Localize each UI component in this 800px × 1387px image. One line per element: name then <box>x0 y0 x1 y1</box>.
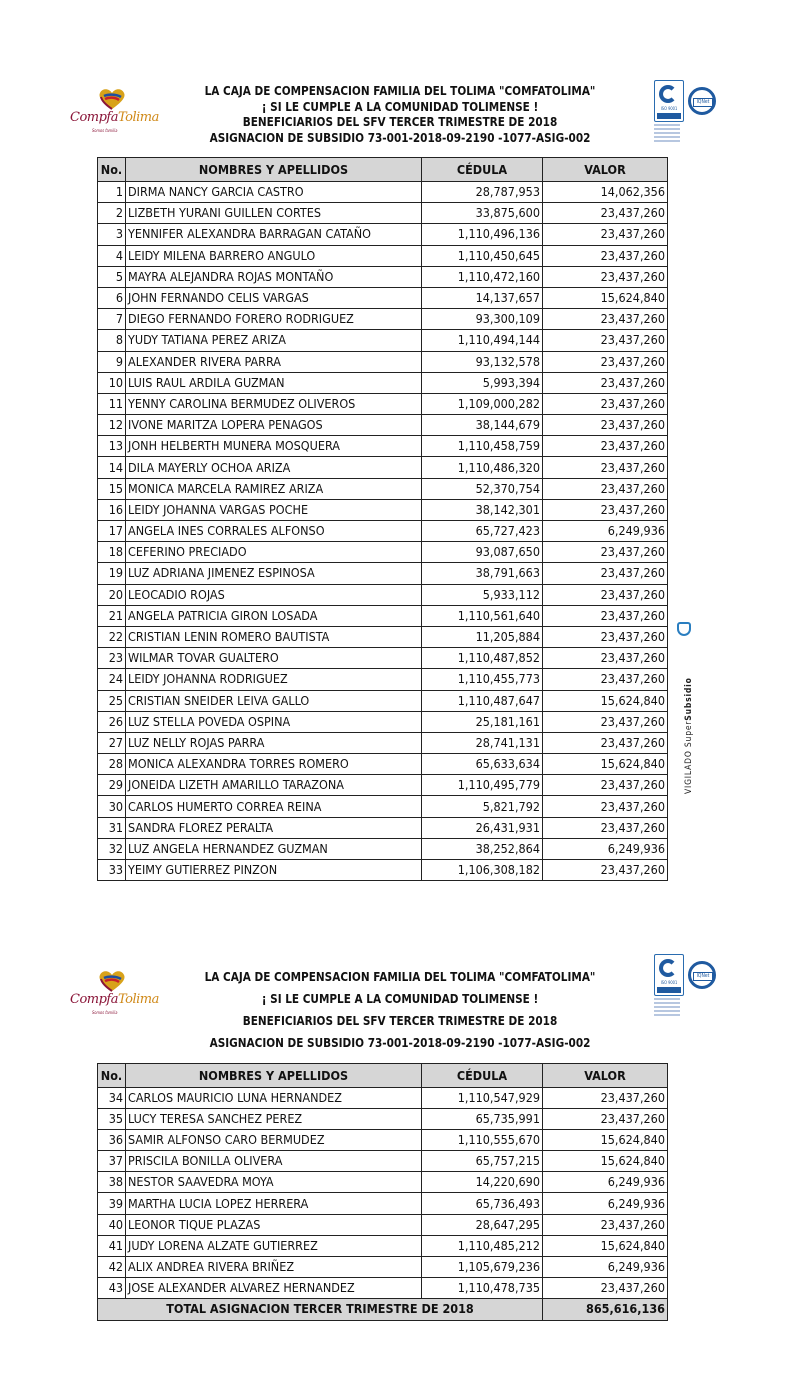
cedula-value: 38,252,864 <box>422 838 543 859</box>
valor-value: 23,437,260 <box>543 330 668 351</box>
valor-value: 6,249,936 <box>543 521 668 542</box>
beneficiary-name: YUDY TATIANA PEREZ ARIZA <box>126 330 422 351</box>
table-row <box>98 648 668 669</box>
title-line-1: LA CAJA DE COMPENSACION FAMILIA DEL TOLIMA "COMFATOLIMA" <box>204 84 596 98</box>
cedula-value: 38,144,679 <box>422 415 543 436</box>
valor-value: 23,437,260 <box>543 817 668 838</box>
valor-value: 23,437,260 <box>543 351 668 372</box>
valor-value: 15,624,840 <box>543 690 668 711</box>
beneficiary-name: LUZ ADRIANA JIMENEZ ESPINOSA <box>126 563 422 584</box>
table-row <box>98 1235 668 1256</box>
total-value: 865,616,136 <box>543 1298 668 1320</box>
table-row <box>98 775 668 796</box>
valor-value: 23,437,260 <box>543 266 668 287</box>
row-number: 1 <box>98 182 126 203</box>
valor-value: 23,437,260 <box>543 775 668 796</box>
table-row <box>98 521 668 542</box>
row-number: 37 <box>98 1151 126 1172</box>
table-row <box>98 711 668 732</box>
valor-value: 23,437,260 <box>543 309 668 330</box>
valor-value: 15,624,840 <box>543 287 668 308</box>
beneficiary-name: LEONOR TIQUE PLAZAS <box>126 1214 422 1235</box>
beneficiary-name: CEFERINO PRECIADO <box>126 542 422 563</box>
table-row <box>98 563 668 584</box>
cedula-value: 1,106,308,182 <box>422 860 543 881</box>
table-row <box>98 203 668 224</box>
row-number: 20 <box>98 584 126 605</box>
logo-tagline: Somos familia <box>92 128 118 133</box>
beneficiary-name: ANGELA INES CORRALES ALFONSO <box>126 521 422 542</box>
vigilado-supersubsidio-stamp <box>674 622 694 797</box>
cedula-value: 38,791,663 <box>422 563 543 584</box>
row-number: 26 <box>98 711 126 732</box>
total-row <box>98 1298 668 1320</box>
table-row <box>98 330 668 351</box>
valor-value: 23,437,260 <box>543 1088 668 1109</box>
table-row <box>98 372 668 393</box>
table-row <box>98 817 668 838</box>
cedula-value: 5,821,792 <box>422 796 543 817</box>
beneficiary-name: YENNY CAROLINA BERMUDEZ OLIVEROS <box>126 393 422 414</box>
table-row <box>98 245 668 266</box>
document-title-block <box>150 84 650 146</box>
beneficiary-name: LUZ ANGELA HERNANDEZ GUZMAN <box>126 838 422 859</box>
cedula-value: 1,105,679,236 <box>422 1256 543 1277</box>
cedula-value: 1,110,496,136 <box>422 224 543 245</box>
valor-value: 23,437,260 <box>543 1109 668 1130</box>
vigilado-text: VIGILADO SuperSubsidio <box>684 677 694 794</box>
row-number: 22 <box>98 626 126 647</box>
beneficiary-name: JONH HELBERTH MUNERA MOSQUERA <box>126 436 422 457</box>
row-number: 24 <box>98 669 126 690</box>
beneficiary-name: MONICA MARCELA RAMIREZ ARIZA <box>126 478 422 499</box>
table-row <box>98 351 668 372</box>
beneficiary-name: MARTHA LUCIA LOPEZ HERRERA <box>126 1193 422 1214</box>
valor-value: 6,249,936 <box>543 1193 668 1214</box>
valor-value: 23,437,260 <box>543 245 668 266</box>
valor-value: 23,437,260 <box>543 1277 668 1298</box>
cedula-value: 1,110,555,670 <box>422 1130 543 1151</box>
table-row <box>98 457 668 478</box>
beneficiary-name: LEIDY JOHANNA RODRIGUEZ <box>126 669 422 690</box>
beneficiary-name: CRISTIAN LENIN ROMERO BAUTISTA <box>126 626 422 647</box>
beneficiaries-table-page-2 <box>97 1063 668 1321</box>
row-number: 16 <box>98 499 126 520</box>
cedula-value: 1,110,472,160 <box>422 266 543 287</box>
valor-value: 23,437,260 <box>543 605 668 626</box>
valor-value: 23,437,260 <box>543 1214 668 1235</box>
row-number: 21 <box>98 605 126 626</box>
valor-value: 23,437,260 <box>543 478 668 499</box>
valor-value: 23,437,260 <box>543 415 668 436</box>
cedula-value: 1,110,458,759 <box>422 436 543 457</box>
beneficiary-name: WILMAR TOVAR GUALTERO <box>126 648 422 669</box>
cedula-value: 28,787,953 <box>422 182 543 203</box>
beneficiary-name: NESTOR SAAVEDRA MOYA <box>126 1172 422 1193</box>
column-header-no: No. <box>98 158 126 182</box>
row-number: 4 <box>98 245 126 266</box>
beneficiary-name: PRISCILA BONILLA OLIVERA <box>126 1151 422 1172</box>
valor-value: 15,624,840 <box>543 754 668 775</box>
valor-value: 23,437,260 <box>543 626 668 647</box>
title-line-3: BENEFICIARIOS DEL SFV TERCER TRIMESTRE DE 2018 <box>242 1014 558 1028</box>
column-header-valor: VALOR <box>543 1064 668 1088</box>
row-number: 15 <box>98 478 126 499</box>
row-number: 42 <box>98 1256 126 1277</box>
table-header-row <box>98 158 668 182</box>
table-row <box>98 266 668 287</box>
table-row <box>98 690 668 711</box>
row-number: 17 <box>98 521 126 542</box>
cedula-value: 5,993,394 <box>422 372 543 393</box>
table-header-row <box>98 1064 668 1088</box>
cedula-value: 65,727,423 <box>422 521 543 542</box>
cedula-value: 1,110,561,640 <box>422 605 543 626</box>
document-title-block <box>150 966 650 1054</box>
valor-value: 23,437,260 <box>543 457 668 478</box>
cedula-value: 28,647,295 <box>422 1214 543 1235</box>
table-row <box>98 436 668 457</box>
row-number: 5 <box>98 266 126 287</box>
column-header-valor: VALOR <box>543 158 668 182</box>
table-row <box>98 838 668 859</box>
column-header-no: No. <box>98 1064 126 1088</box>
comfatolima-logo <box>70 970 159 1020</box>
row-number: 14 <box>98 457 126 478</box>
row-number: 3 <box>98 224 126 245</box>
valor-value: 23,437,260 <box>543 669 668 690</box>
beneficiary-name: JONEIDA LIZETH AMARILLO TARAZONA <box>126 775 422 796</box>
house-shield-icon <box>677 622 691 636</box>
table-row <box>98 605 668 626</box>
valor-value: 15,624,840 <box>543 1151 668 1172</box>
title-line-1: LA CAJA DE COMPENSACION FAMILIA DEL TOLIMA "COMFATOLIMA" <box>204 970 596 984</box>
row-number: 12 <box>98 415 126 436</box>
valor-value: 23,437,260 <box>543 732 668 753</box>
column-header-cedula: CÉDULA <box>422 158 543 182</box>
cedula-value: 28,741,131 <box>422 732 543 753</box>
title-line-3: BENEFICIARIOS DEL SFV TERCER TRIMESTRE DE 2018 <box>242 115 558 129</box>
table-row <box>98 860 668 881</box>
beneficiary-name: MAYRA ALEJANDRA ROJAS MONTAÑO <box>126 266 422 287</box>
title-line-2: ¡ SI LE CUMPLE A LA COMUNIDAD TOLIMENSE ! <box>261 99 539 114</box>
table-row <box>98 499 668 520</box>
column-header-name: NOMBRES Y APELLIDOS <box>126 158 422 182</box>
row-number: 39 <box>98 1193 126 1214</box>
beneficiary-name: ALIX ANDREA RIVERA BRIÑEZ <box>126 1256 422 1277</box>
table-row <box>98 182 668 203</box>
table-row <box>98 1277 668 1298</box>
cedula-value: 33,875,600 <box>422 203 543 224</box>
valor-value: 23,437,260 <box>543 648 668 669</box>
valor-value: 23,437,260 <box>543 584 668 605</box>
certificate-numbers <box>654 124 684 144</box>
row-number: 36 <box>98 1130 126 1151</box>
beneficiary-name: LEOCADIO ROJAS <box>126 584 422 605</box>
logo-wordmark: CompfaTolima <box>70 110 159 125</box>
table-row <box>98 1214 668 1235</box>
row-number: 35 <box>98 1109 126 1130</box>
beneficiary-name: IVONE MARITZA LOPERA PENAGOS <box>126 415 422 436</box>
cedula-value: 26,431,931 <box>422 817 543 838</box>
logo-wordmark: CompfaTolima <box>70 992 159 1007</box>
cedula-value: 25,181,161 <box>422 711 543 732</box>
valor-value: 23,437,260 <box>543 796 668 817</box>
table-row <box>98 626 668 647</box>
row-number: 34 <box>98 1088 126 1109</box>
row-number: 38 <box>98 1172 126 1193</box>
certification-badges <box>654 954 744 1029</box>
beneficiary-name: LEIDY JOHANNA VARGAS POCHE <box>126 499 422 520</box>
cedula-value: 65,735,991 <box>422 1109 543 1130</box>
table-row <box>98 1109 668 1130</box>
row-number: 25 <box>98 690 126 711</box>
table-row <box>98 542 668 563</box>
beneficiary-name: JOSE ALEXANDER ALVAREZ HERNANDEZ <box>126 1277 422 1298</box>
iqnet-badge-icon: IQNet <box>688 961 716 989</box>
cedula-value: 14,220,690 <box>422 1172 543 1193</box>
table-row <box>98 584 668 605</box>
comfatolima-logo <box>70 88 159 138</box>
beneficiary-name: LUIS RAUL ARDILA GUZMAN <box>126 372 422 393</box>
row-number: 23 <box>98 648 126 669</box>
cedula-value: 93,087,650 <box>422 542 543 563</box>
row-number: 7 <box>98 309 126 330</box>
valor-value: 23,437,260 <box>543 499 668 520</box>
beneficiary-name: SANDRA FLOREZ PERALTA <box>126 817 422 838</box>
heart-logo-icon <box>98 88 126 110</box>
iso-9001-badge-icon: ISO 9001 <box>654 954 684 996</box>
valor-value: 23,437,260 <box>543 203 668 224</box>
beneficiary-name: JOHN FERNANDO CELIS VARGAS <box>126 287 422 308</box>
table-row <box>98 287 668 308</box>
beneficiary-name: YENNIFER ALEXANDRA BARRAGAN CATAÑO <box>126 224 422 245</box>
row-number: 13 <box>98 436 126 457</box>
beneficiary-name: ALEXANDER RIVERA PARRA <box>126 351 422 372</box>
valor-value: 23,437,260 <box>543 563 668 584</box>
table-body-page-2 <box>98 1088 668 1299</box>
cedula-value: 93,300,109 <box>422 309 543 330</box>
cedula-value: 65,633,634 <box>422 754 543 775</box>
title-line-4: ASIGNACION DE SUBSIDIO 73-001-2018-09-2190 -1077-ASIG-002 <box>209 1036 591 1050</box>
row-number: 2 <box>98 203 126 224</box>
cedula-value: 65,757,215 <box>422 1151 543 1172</box>
row-number: 28 <box>98 754 126 775</box>
valor-value: 23,437,260 <box>543 393 668 414</box>
valor-value: 6,249,936 <box>543 1256 668 1277</box>
row-number: 41 <box>98 1235 126 1256</box>
heart-logo-icon <box>98 970 126 992</box>
logo-tagline: Somos familia <box>92 1010 118 1015</box>
row-number: 40 <box>98 1214 126 1235</box>
beneficiary-name: DIRMA NANCY GARCIA CASTRO <box>126 182 422 203</box>
beneficiary-name: MONICA ALEXANDRA TORRES ROMERO <box>126 754 422 775</box>
cedula-value: 65,736,493 <box>422 1193 543 1214</box>
beneficiary-name: YEIMY GUTIERREZ PINZON <box>126 860 422 881</box>
valor-value: 23,437,260 <box>543 372 668 393</box>
table-row <box>98 754 668 775</box>
valor-value: 23,437,260 <box>543 711 668 732</box>
cedula-value: 93,132,578 <box>422 351 543 372</box>
beneficiary-name: ANGELA PATRICIA GIRON LOSADA <box>126 605 422 626</box>
beneficiaries-table-page-1 <box>97 157 668 881</box>
table-row <box>98 415 668 436</box>
beneficiary-name: JUDY LORENA ALZATE GUTIERREZ <box>126 1235 422 1256</box>
column-header-cedula: CÉDULA <box>422 1064 543 1088</box>
row-number: 30 <box>98 796 126 817</box>
beneficiary-name: LUCY TERESA SANCHEZ PEREZ <box>126 1109 422 1130</box>
beneficiary-name: CRISTIAN SNEIDER LEIVA GALLO <box>126 690 422 711</box>
cedula-value: 5,933,112 <box>422 584 543 605</box>
row-number: 43 <box>98 1277 126 1298</box>
cedula-value: 14,137,657 <box>422 287 543 308</box>
table-row <box>98 796 668 817</box>
table-row <box>98 1193 668 1214</box>
row-number: 8 <box>98 330 126 351</box>
table-row <box>98 669 668 690</box>
iso-9001-badge-icon: ISO 9001 <box>654 80 684 122</box>
title-line-4: ASIGNACION DE SUBSIDIO 73-001-2018-09-2190 -1077-ASIG-002 <box>209 130 591 145</box>
table-row <box>98 732 668 753</box>
row-number: 9 <box>98 351 126 372</box>
row-number: 31 <box>98 817 126 838</box>
beneficiary-name: DILA MAYERLY OCHOA ARIZA <box>126 457 422 478</box>
beneficiary-name: DIEGO FERNANDO FORERO RODRIGUEZ <box>126 309 422 330</box>
cedula-value: 1,110,487,852 <box>422 648 543 669</box>
valor-value: 23,437,260 <box>543 436 668 457</box>
valor-value: 23,437,260 <box>543 224 668 245</box>
table-row <box>98 1130 668 1151</box>
row-number: 27 <box>98 732 126 753</box>
table-row <box>98 1088 668 1109</box>
beneficiary-name: LUZ STELLA POVEDA OSPINA <box>126 711 422 732</box>
row-number: 6 <box>98 287 126 308</box>
column-header-name: NOMBRES Y APELLIDOS <box>126 1064 422 1088</box>
beneficiary-name: LUZ NELLY ROJAS PARRA <box>126 732 422 753</box>
cedula-value: 38,142,301 <box>422 499 543 520</box>
valor-value: 23,437,260 <box>543 542 668 563</box>
cedula-value: 1,110,547,929 <box>422 1088 543 1109</box>
cedula-value: 1,110,455,773 <box>422 669 543 690</box>
cedula-value: 1,109,000,282 <box>422 393 543 414</box>
valor-value: 6,249,936 <box>543 838 668 859</box>
row-number: 32 <box>98 838 126 859</box>
row-number: 33 <box>98 860 126 881</box>
beneficiary-name: LEIDY MILENA BARRERO ANGULO <box>126 245 422 266</box>
cedula-value: 52,370,754 <box>422 478 543 499</box>
beneficiary-name: CARLOS MAURICIO LUNA HERNANDEZ <box>126 1088 422 1109</box>
valor-value: 15,624,840 <box>543 1235 668 1256</box>
row-number: 29 <box>98 775 126 796</box>
valor-value: 23,437,260 <box>543 860 668 881</box>
valor-value: 6,249,936 <box>543 1172 668 1193</box>
table-body-page-1 <box>98 182 668 881</box>
cedula-value: 11,205,884 <box>422 626 543 647</box>
cedula-value: 1,110,487,647 <box>422 690 543 711</box>
cedula-value: 1,110,450,645 <box>422 245 543 266</box>
table-row <box>98 309 668 330</box>
certificate-numbers <box>654 998 684 1018</box>
table-row <box>98 224 668 245</box>
table-row <box>98 393 668 414</box>
valor-value: 15,624,840 <box>543 1130 668 1151</box>
certification-badges <box>654 80 744 155</box>
row-number: 18 <box>98 542 126 563</box>
beneficiary-name: CARLOS HUMERTO CORREA REINA <box>126 796 422 817</box>
table-row <box>98 1151 668 1172</box>
iqnet-badge-icon: IQNet <box>688 87 716 115</box>
beneficiary-name: LIZBETH YURANI GUILLEN CORTES <box>126 203 422 224</box>
table-row <box>98 1256 668 1277</box>
cedula-value: 1,110,478,735 <box>422 1277 543 1298</box>
total-label: TOTAL ASIGNACION TERCER TRIMESTRE DE 2018 <box>98 1298 543 1320</box>
table-row <box>98 1172 668 1193</box>
row-number: 11 <box>98 393 126 414</box>
row-number: 19 <box>98 563 126 584</box>
cedula-value: 1,110,494,144 <box>422 330 543 351</box>
beneficiary-name: SAMIR ALFONSO CARO BERMUDEZ <box>126 1130 422 1151</box>
cedula-value: 1,110,495,779 <box>422 775 543 796</box>
valor-value: 14,062,356 <box>543 182 668 203</box>
table-row <box>98 478 668 499</box>
row-number: 10 <box>98 372 126 393</box>
cedula-value: 1,110,486,320 <box>422 457 543 478</box>
cedula-value: 1,110,485,212 <box>422 1235 543 1256</box>
title-line-2: ¡ SI LE CUMPLE A LA COMUNIDAD TOLIMENSE ! <box>261 992 539 1006</box>
